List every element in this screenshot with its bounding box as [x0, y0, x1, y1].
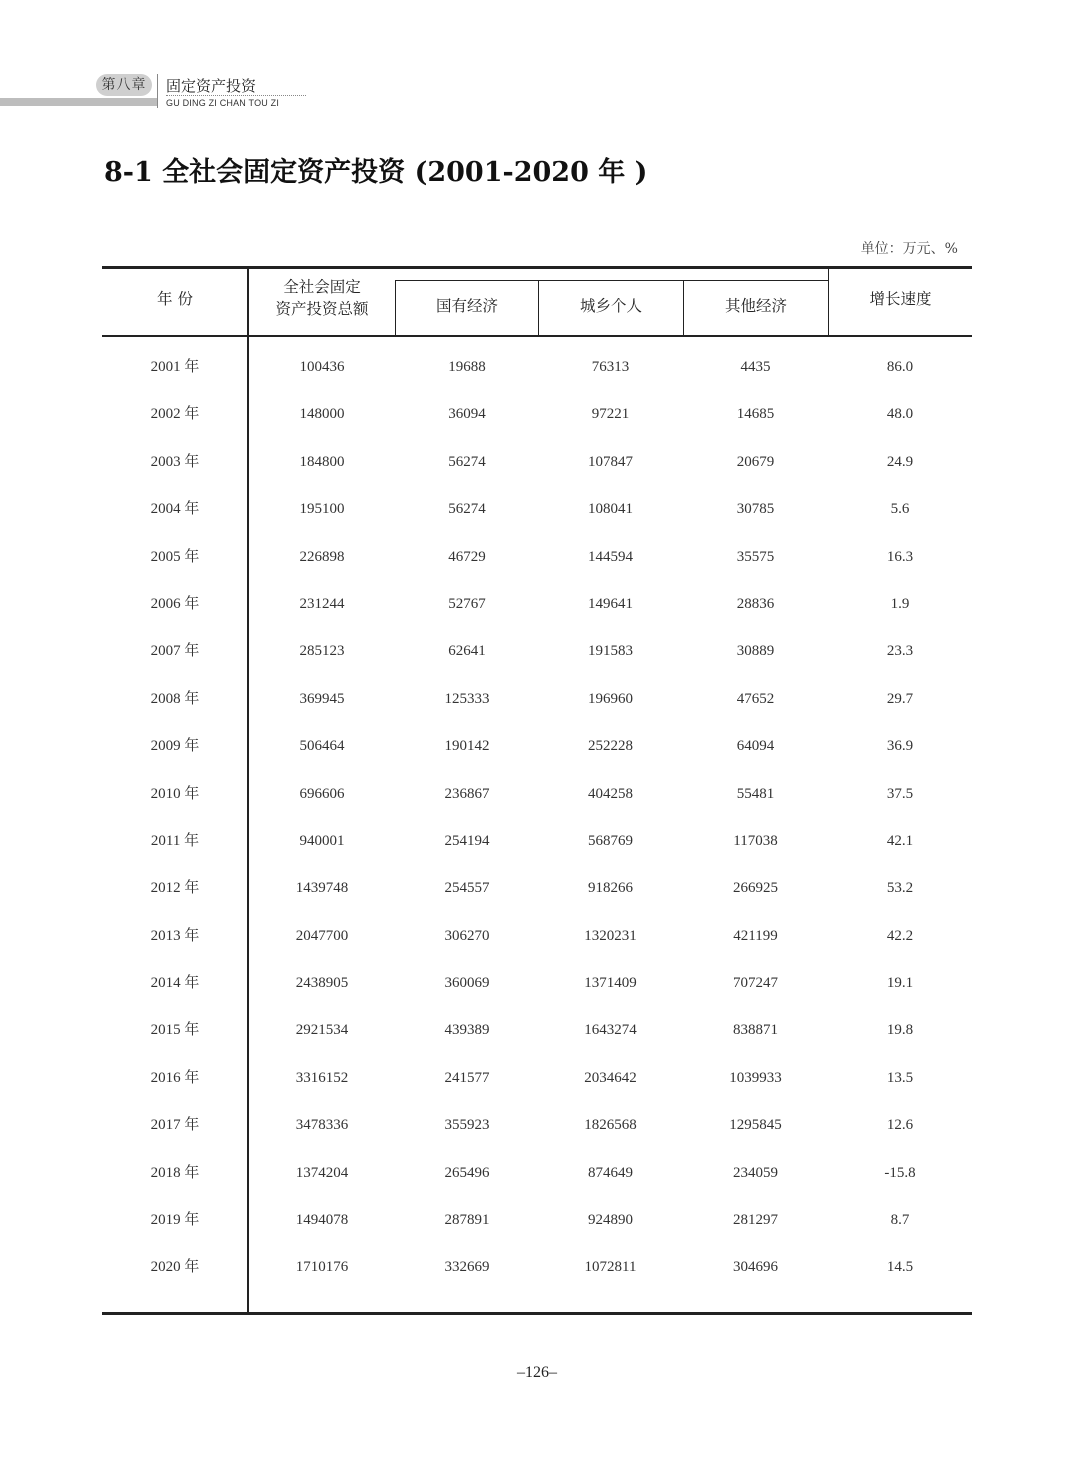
page-title: 8-1 全社会固定资产投资 (2001-2020 年 )	[104, 157, 648, 188]
table-row	[102, 1055, 972, 1102]
table-row	[102, 818, 972, 865]
header-gray-bar	[0, 98, 158, 106]
cell-total: 940001	[299, 832, 345, 849]
cell-urban-rural: 1072811	[584, 1259, 637, 1276]
cell-total: 2921534	[295, 1022, 349, 1039]
cell-growth: 14.5	[886, 1259, 914, 1276]
cell-other: 1039933	[729, 1069, 782, 1086]
cell-state: 36094	[448, 406, 486, 423]
cell-growth: 19.1	[886, 975, 914, 992]
cell-total: 1374204	[295, 1164, 349, 1181]
cell-year: 2013 年	[150, 927, 200, 944]
cell-year: 2012 年	[150, 880, 200, 897]
table-row	[102, 1197, 972, 1244]
cell-total: 195100	[299, 501, 345, 518]
cell-year: 2009 年	[150, 738, 200, 755]
table-header-rule	[102, 335, 972, 337]
header-year: 年 份	[157, 290, 193, 308]
cell-state: 355923	[444, 1117, 490, 1134]
cell-year: 2004 年	[150, 501, 200, 518]
cell-year: 2018 年	[150, 1164, 200, 1181]
cell-urban-rural: 97221	[591, 406, 630, 423]
cell-other: 55481	[736, 785, 775, 802]
cell-urban-rural: 1643274	[584, 1022, 637, 1039]
table-row	[102, 960, 972, 1007]
table-row	[102, 391, 972, 438]
cell-other: 281297	[733, 1212, 778, 1229]
unit-label: 单位：万元、%	[860, 241, 958, 257]
cell-state: 439389	[444, 1022, 490, 1039]
cell-state: 56274	[448, 501, 486, 518]
table-row	[102, 771, 972, 818]
cell-state: 46729	[448, 548, 486, 565]
cell-urban-rural: 924890	[588, 1212, 633, 1229]
cell-urban-rural: 918266	[588, 880, 633, 897]
cell-other: 4435	[740, 359, 771, 375]
cell-total: 226898	[299, 548, 345, 565]
table-row	[102, 1007, 972, 1054]
cell-total: 1710176	[295, 1259, 349, 1276]
cell-urban-rural: 1826568	[584, 1117, 637, 1134]
cell-other: 35575	[736, 548, 775, 565]
header-dotted-rule	[166, 95, 306, 96]
page-number: –126–	[517, 1364, 557, 1381]
cell-state: 332669	[444, 1259, 490, 1276]
cell-total: 3478336	[295, 1117, 349, 1134]
cell-year: 2002 年	[150, 406, 200, 423]
cell-urban-rural: 252228	[588, 738, 633, 755]
cell-growth: 42.2	[886, 927, 914, 944]
table-row	[102, 1150, 972, 1197]
cell-growth: 8.7	[890, 1212, 910, 1229]
cell-growth: 5.6	[890, 501, 910, 518]
cell-urban-rural: 191583	[588, 643, 633, 660]
cell-growth: 86.0	[886, 359, 914, 375]
table-row	[102, 913, 972, 960]
cell-year: 2010 年	[150, 785, 200, 802]
cell-state: 265496	[444, 1164, 490, 1181]
table-row	[102, 628, 972, 675]
cell-state: 52767	[448, 595, 486, 612]
cell-state: 241577	[444, 1069, 490, 1086]
cell-urban-rural: 404258	[588, 785, 633, 802]
cell-growth: 23.3	[886, 643, 914, 660]
cell-urban-rural: 1371409	[584, 975, 637, 992]
cell-state: 360069	[444, 975, 490, 992]
cell-other: 266925	[733, 880, 778, 897]
cell-total: 184800	[299, 453, 345, 470]
table-row	[102, 534, 972, 581]
table-row	[102, 723, 972, 770]
cell-urban-rural: 2034642	[584, 1069, 637, 1086]
cell-urban-rural: 149641	[588, 595, 633, 612]
cell-growth: 12.6	[886, 1117, 914, 1134]
cell-total: 1439748	[295, 880, 349, 897]
cell-urban-rural: 196960	[588, 690, 633, 707]
cell-year: 2006 年	[150, 595, 200, 612]
cell-total: 2047700	[295, 927, 349, 944]
cell-state: 236867	[444, 785, 490, 802]
header-total-line1: 全社会固定	[283, 278, 361, 296]
cell-year: 2019 年	[150, 1212, 200, 1229]
cell-year: 2015 年	[150, 1022, 200, 1039]
table-row	[102, 439, 972, 486]
table-row	[102, 676, 972, 723]
header-other: 其他经济	[724, 297, 787, 315]
cell-growth: 36.9	[886, 738, 914, 755]
cell-growth: 16.3	[886, 548, 914, 565]
cell-state: 56274	[448, 453, 486, 470]
cell-year: 2011 年	[150, 832, 200, 849]
cell-total: 696606	[299, 785, 345, 802]
table-row	[102, 865, 972, 912]
cell-growth: 48.0	[886, 406, 914, 423]
cell-growth: 53.2	[886, 880, 914, 897]
cell-growth: 37.5	[886, 785, 914, 802]
table-row	[102, 1244, 972, 1291]
header-urban-rural: 城乡个人	[579, 297, 642, 315]
cell-state: 190142	[444, 738, 490, 755]
cell-year: 2016 年	[150, 1069, 200, 1086]
header-state: 国有经济	[435, 297, 498, 315]
cell-other: 47652	[736, 690, 775, 707]
cell-urban-rural: 76313	[591, 359, 630, 375]
cell-other: 28836	[736, 595, 775, 612]
running-header-title: 固定资产投资	[166, 77, 257, 95]
cell-other: 14685	[736, 406, 775, 423]
chapter-badge: 第八章	[96, 74, 152, 96]
cell-other: 421199	[733, 927, 778, 944]
cell-state: 306270	[444, 927, 490, 944]
cell-year: 2017 年	[150, 1117, 200, 1134]
cell-other: 707247	[733, 975, 778, 992]
cell-total: 369945	[299, 690, 345, 707]
table-top-rule	[102, 266, 972, 269]
cell-year: 2014 年	[150, 975, 200, 992]
cell-state: 62641	[448, 643, 486, 660]
cell-other: 64094	[736, 738, 775, 755]
table-row	[102, 581, 972, 628]
cell-other: 838871	[733, 1022, 778, 1039]
cell-total: 506464	[299, 738, 345, 755]
cell-urban-rural: 144594	[588, 548, 633, 565]
cell-year: 2001 年	[150, 359, 200, 375]
cell-year: 2008 年	[150, 690, 200, 707]
table-row	[102, 1102, 972, 1149]
cell-other: 234059	[733, 1164, 778, 1181]
cell-growth: 19.8	[886, 1022, 914, 1039]
table-bottom-rule	[102, 1312, 972, 1315]
subheader-top-rule	[395, 280, 829, 281]
header-growth: 增长速度	[869, 290, 932, 308]
cell-total: 3316152	[295, 1069, 349, 1086]
cell-urban-rural: 874649	[588, 1164, 633, 1181]
cell-growth: 24.9	[886, 453, 914, 470]
cell-state: 287891	[444, 1212, 490, 1229]
cell-year: 2020 年	[150, 1259, 200, 1276]
cell-total: 1494078	[295, 1212, 349, 1229]
cell-total: 100436	[299, 359, 345, 375]
cell-other: 117038	[733, 832, 778, 849]
cell-state: 254557	[444, 880, 490, 897]
table-body	[102, 344, 972, 1292]
cell-total: 148000	[299, 406, 345, 423]
cell-total: 231244	[299, 595, 345, 612]
cell-urban-rural: 108041	[588, 501, 633, 518]
cell-growth: 13.5	[886, 1069, 914, 1086]
table-row	[102, 344, 972, 391]
cell-growth: -15.8	[884, 1164, 916, 1181]
cell-growth: 1.9	[890, 595, 910, 612]
cell-other: 20679	[736, 453, 775, 470]
cell-other: 30889	[736, 643, 775, 660]
cell-year: 2007 年	[150, 643, 200, 660]
cell-urban-rural: 1320231	[584, 927, 637, 944]
cell-year: 2003 年	[150, 453, 200, 470]
table-row	[102, 486, 972, 533]
cell-total: 285123	[299, 643, 345, 660]
running-header-subtitle: GU DING ZI CHAN TOU ZI	[166, 98, 280, 108]
cell-state: 19688	[448, 359, 486, 375]
cell-other: 1295845	[729, 1117, 782, 1134]
cell-growth: 29.7	[886, 690, 914, 707]
cell-urban-rural: 107847	[588, 453, 633, 470]
cell-state: 125333	[444, 690, 490, 707]
cell-other: 304696	[733, 1259, 778, 1276]
cell-other: 30785	[736, 501, 775, 518]
cell-growth: 42.1	[886, 832, 914, 849]
cell-state: 254194	[444, 832, 490, 849]
cell-urban-rural: 568769	[588, 832, 633, 849]
cell-year: 2005 年	[150, 548, 200, 565]
header-divider	[157, 74, 158, 108]
cell-total: 2438905	[295, 975, 349, 992]
header-total-line2: 资产投资总额	[275, 300, 369, 318]
